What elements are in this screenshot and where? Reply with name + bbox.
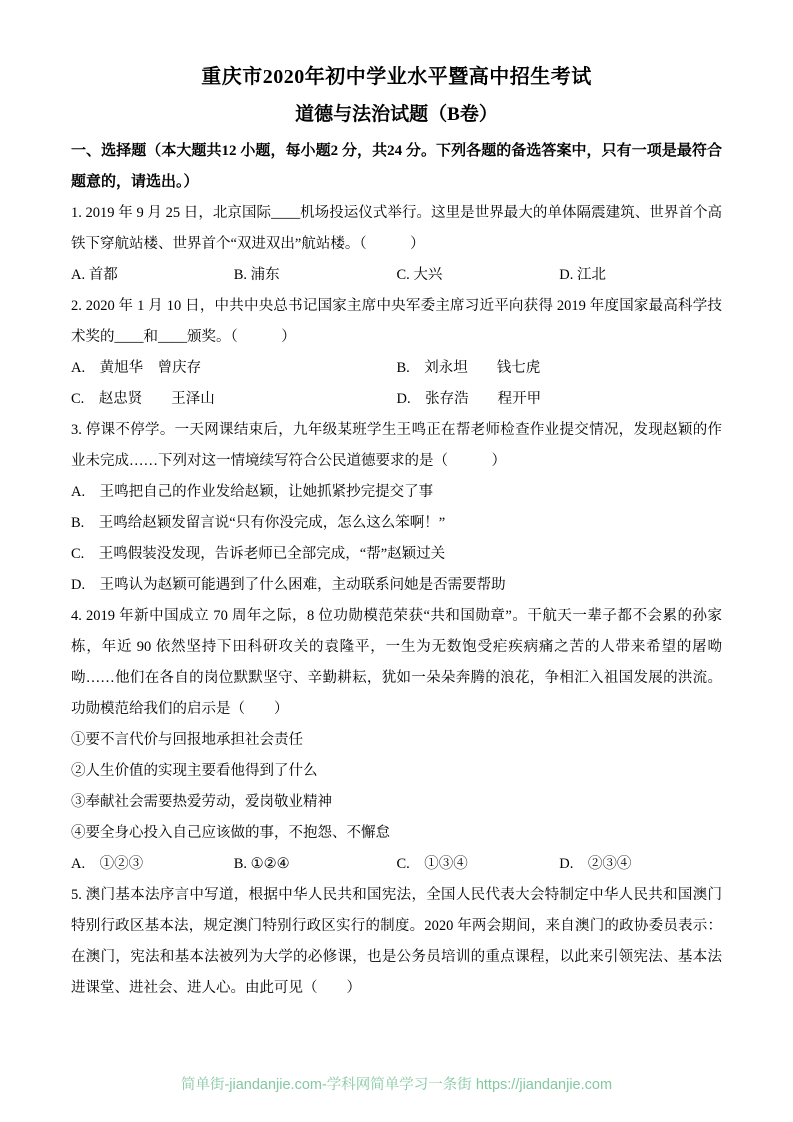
question-4-option-D: D. ②③④ (559, 856, 632, 872)
question-4-statement-1: ①要不言代价与回报地承担社会责任 (71, 732, 303, 748)
question-2-options (71, 353, 722, 415)
question-4-option-B: B. ①②④ (233, 856, 290, 872)
question-5 (71, 880, 722, 1004)
question-3-option-D: D. 王鸣认为赵颖可能遇到了什么困难，主动联系问她是否需要帮助 (71, 577, 506, 593)
question-2-option-A: A. 黄旭华 曾庆存 (71, 360, 202, 376)
question-1-options (71, 260, 722, 291)
question-2-option-D: D. 张存浩 程开甲 (396, 391, 542, 407)
question-1-stem: 1. 2019 年 9 月 25 日，北京国际____机场投运仪式举行。这里是世界最大的单体隔震建筑、世界首个高铁下穿航站楼、世界首个“双进双出”航站楼。（ ） (71, 205, 722, 252)
exam-title: 重庆市2020年初中学业水平暨高中招生考试 (201, 66, 592, 88)
question-1 (71, 198, 722, 291)
question-4-statement-3: ③奉献社会需要热爱劳动，爱岗敬业精神 (71, 794, 332, 810)
question-5-stem: 5. 澳门基本法序言中写道，根据中华人民共和国宪法，全国人民代表大会特制定中华人民共和国澳门特别行政区基本法，规定澳门特别行政区实行的制度。2020 年两会期间，来自澳门的政协委员表示：在澳门，宪法和基本法被列为大学的必修课，也是公务员培训的重点课程，以此来引领宪法、基本法进课堂、进社会、进人心。由此可见（ ） (71, 887, 722, 996)
page-footer-watermark: 简单街-jiandanjie.com-学科网简单学习一条街 https://jiandanjie.com (180, 1077, 613, 1093)
question-4-option-C: C. ①③④ (396, 856, 468, 872)
question-4-statement-2: ②人生价值的实现主要看他得到了什么 (71, 763, 318, 779)
question-2-stem: 2. 2020 年 1 月 10 日，中共中央总书记国家主席中央军委主席习近平向获得 2019 年度国家最高科学技术奖的____和____颁奖。（ ） (71, 298, 722, 345)
question-4-stem: 4. 2019 年新中国成立 70 周年之际，8 位功勋模范荣获“共和国勋章”。干航天一辈子都不会累的孙家栋，年近 90 依然坚持下田科研攻关的袁隆平，一生为无数饱受疟疾病痛之苦的人带来希望的屠呦呦……他们在各自的岗位默默坚守、辛勤耕耘，犹如一朵朵奔腾的浪花，争相汇入祖国发展的洪流。功勋模范给我们的启示是（ ） (71, 608, 722, 717)
question-2 (71, 291, 722, 415)
exam-subtitle: 道德与法治试题（B卷） (295, 104, 498, 125)
question-3-option-A: A. 王鸣把自己的作业发给赵颖，让她抓紧抄完提交了事 (71, 484, 434, 500)
question-1-option-A: A. 首都 (71, 267, 118, 283)
question-3-option-B: B. 王鸣给赵颖发留言说“只有你没完成，怎么这么笨啊！” (71, 515, 446, 531)
question-4-statement-4: ④要全身心投入自己应该做的事，不抱怨、不懈怠 (71, 825, 390, 841)
question-4-option-A: A. ①②③ (71, 856, 144, 872)
question-2-option-C: C. 赵忠贤 王泽山 (71, 391, 215, 407)
section-header: 一、选择题（本大题共12 小题，每小题2 分，共24 分。下列各题的备选答案中，只有一项是最符合题意的，请选出。） (71, 143, 722, 190)
question-3 (71, 415, 722, 601)
question-1-option-D: D. 江北 (559, 267, 606, 283)
question-3-stem: 3. 停课不停学。一天网课结束后，九年级某班学生王鸣正在帮老师检查作业提交情况，发现赵颖的作业未完成……下列对这一情境续写符合公民道德要求的是（ ） (71, 422, 722, 469)
question-1-option-B: B. 浦东 (233, 267, 280, 283)
question-2-option-B: B. 刘永坦 钱七虎 (396, 360, 541, 376)
question-4-options (71, 849, 722, 880)
question-3-option-C: C. 王鸣假装没发现，告诉老师已全部完成，“帮”赵颖过关 (71, 546, 446, 562)
question-4 (71, 601, 722, 880)
question-1-option-C: C. 大兴 (396, 267, 443, 283)
